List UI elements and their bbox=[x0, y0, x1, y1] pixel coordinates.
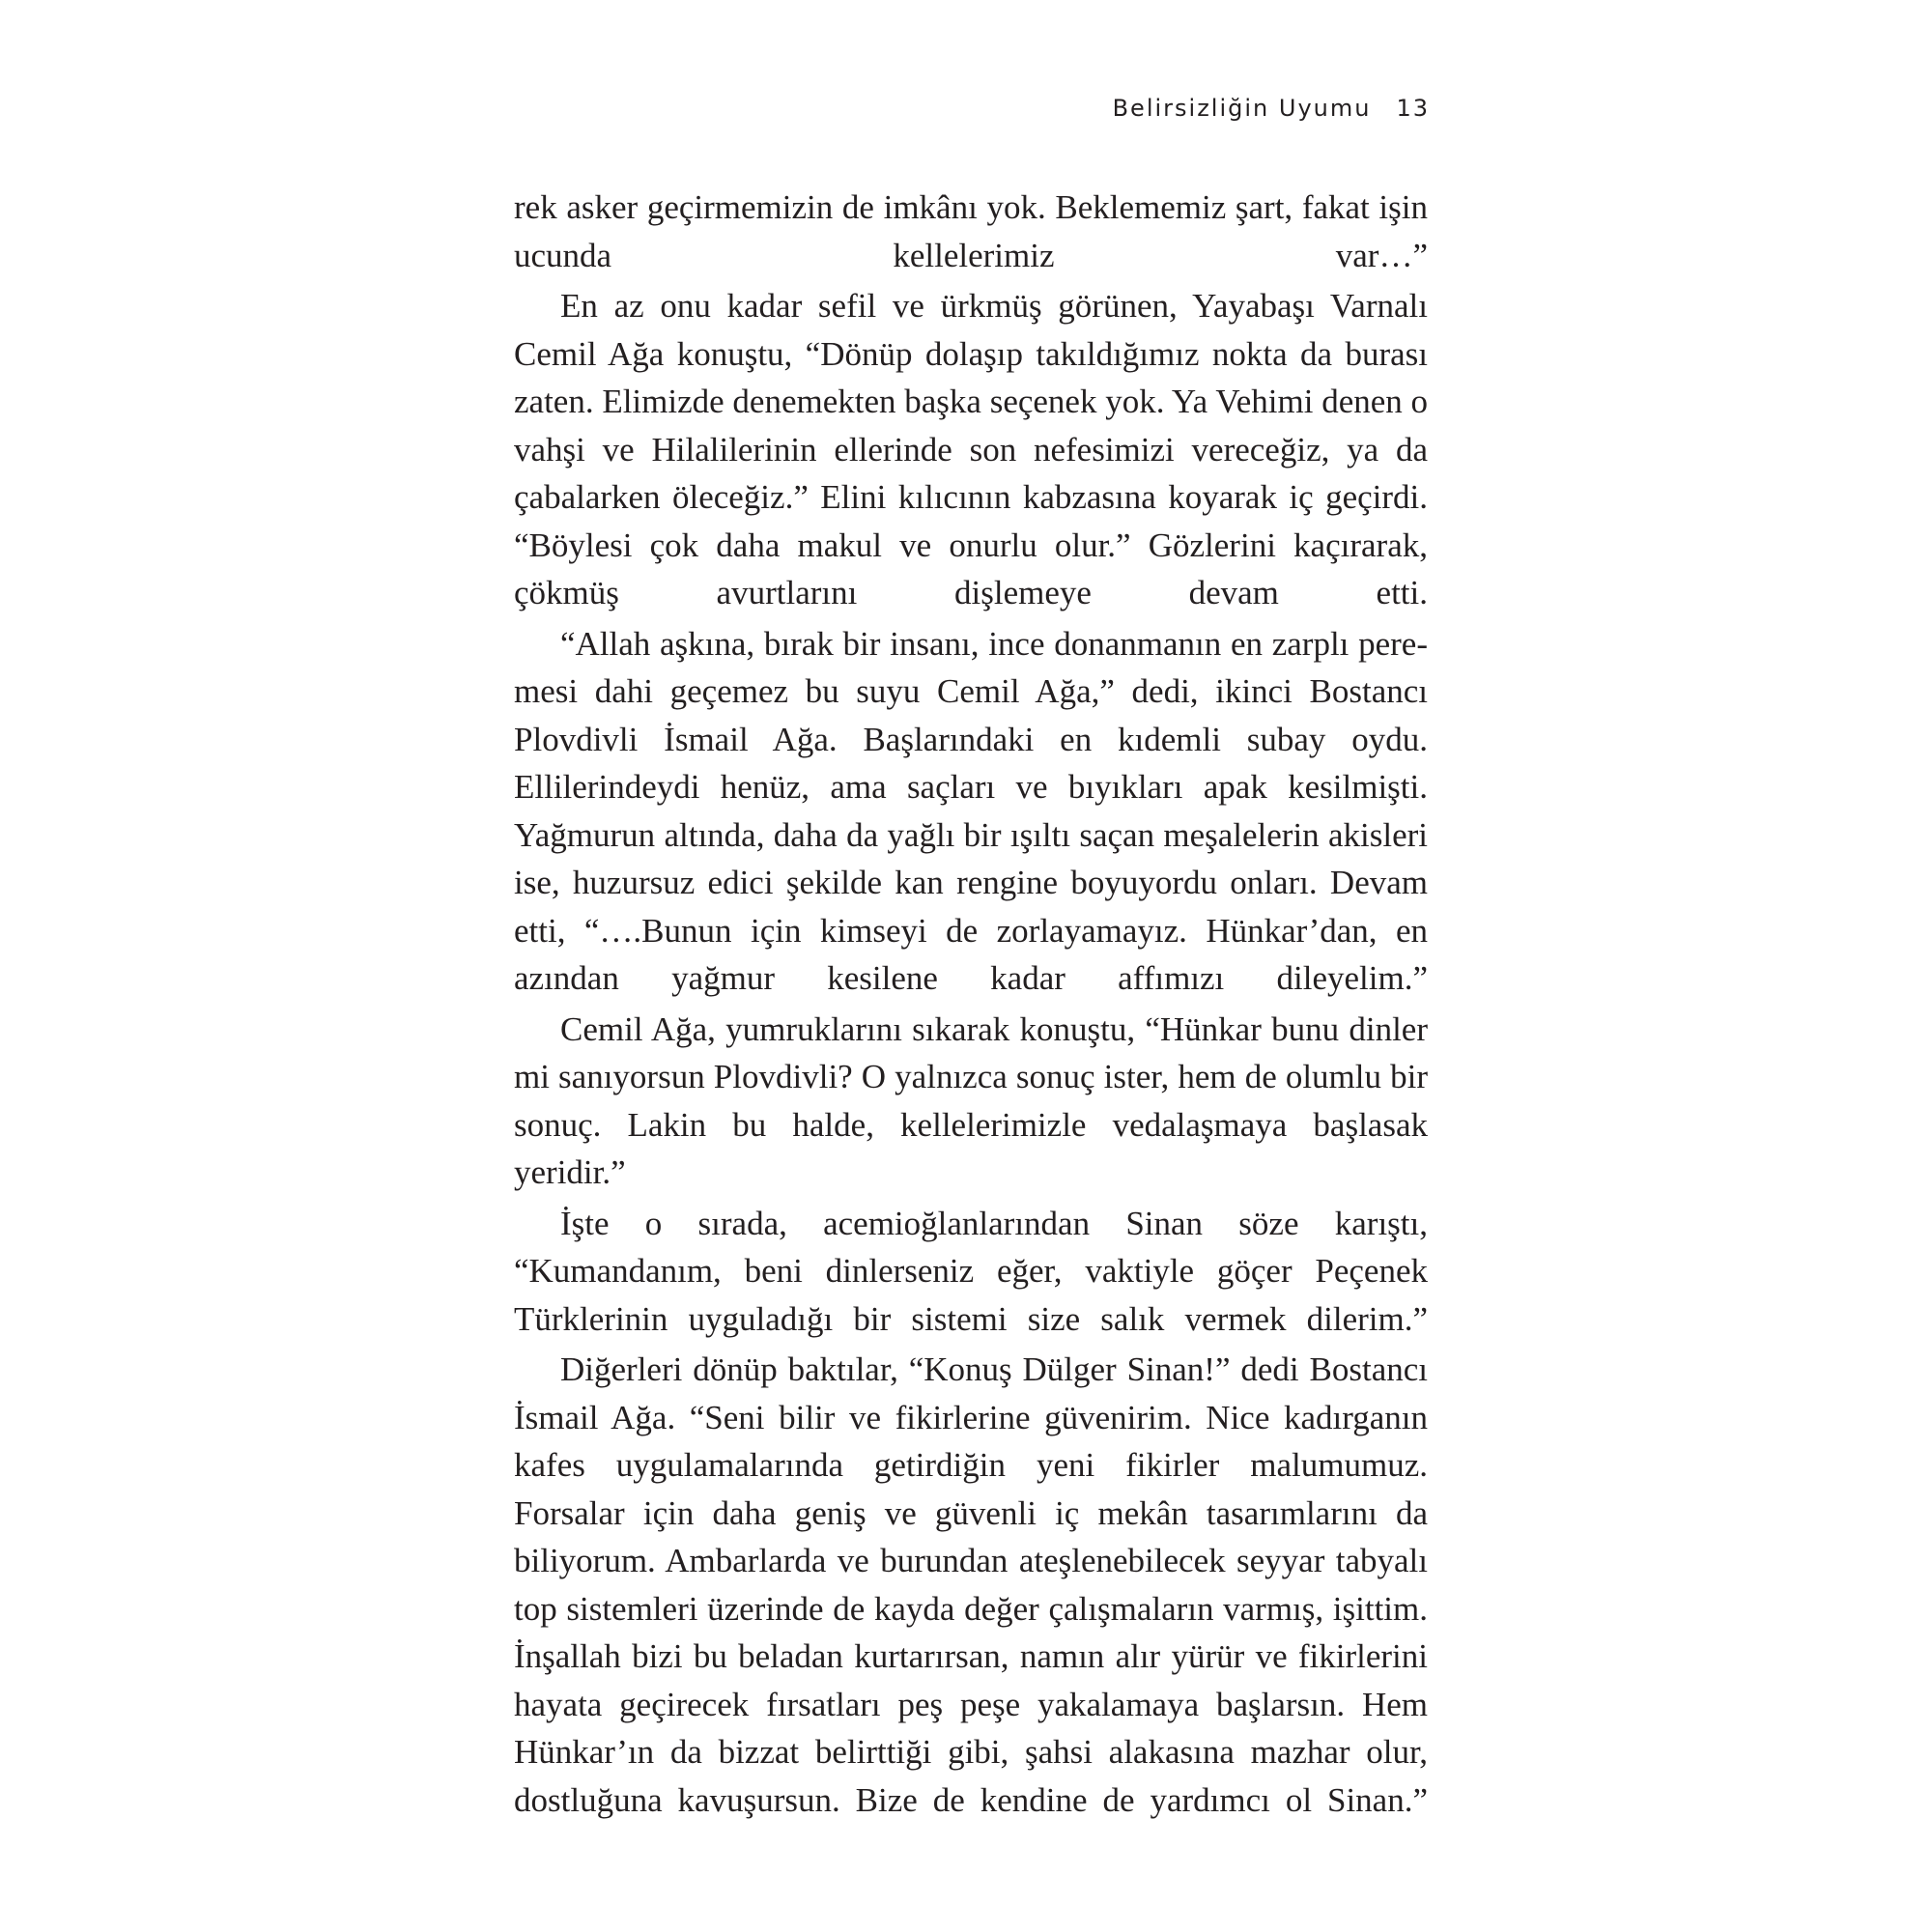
paragraph-3: “Allah aşkına, bırak bir insanı, ince donanmanın en zarplı peremesi dahi geçemez bu suyu Cemil Ağa,” dedi, ikinci Bostancı Plovdivli İsmail Ağa. Başlarındaki en kıdemli subay oydu. Ellilerindeydi henüz, ama saçları ve bıyıkları apak kesilmişti. Yağmurun altında, daha da yağlı bir ışıltı saçan meşalelerin akisleri ise, huzursuz edici şekilde kan rengine boyuyordu onları. Devam etti, “….Bunun için kimseyi de zorlayamayız. Hünkar’dan, en azından yağmur kesilene kadar affımızı dileyelim.” bbox=[514, 624, 1428, 997]
paragraph-1: rek asker geçirmemizin de imkânı yok. Beklememiz şart, fakat işin ucunda kellelerimiz var…” bbox=[514, 188, 1428, 274]
page-number: 13 bbox=[1396, 95, 1430, 122]
paragraph-5: İşte o sırada, acemioğlanlarından Sinan söze karıştı, “Kumandanım, beni dinlerseniz eğer, vaktiyle göçer Peçenek Türklerinin uyguladığı bir sistemi size salık vermek dilerim.” bbox=[514, 1204, 1428, 1338]
paragraph-6: Diğerleri dönüp baktılar, “Konuş Dülger Sinan!” dedi Bostancı İsmail Ağa. “Seni bilir ve fikirlerine güvenirim. Nice kadırganın kafes uygulamalarında getirdiğin yeni fikirler malumumuz. Forsalar için daha geniş ve güvenli iç mekân tasarımlarını da biliyorum. Ambarlarda ve burundan ateşlenebilecek seyyar tabyalı top sistemleri üzerinde de kayda değer çalışmaların varmış, işittim. İnşallah bizi bu beladan kurtarırsan, namın alır yürür ve fikirlerini hayata geçirecek fırsatları peş peşe yakalamaya başlarsın. Hem Hünkar’ın da bizzat belirttiği gibi, şahsi alakasına mazhar olur, dostluğuna kavuşursun. Bize de kendine de yardımcı ol Sinan.” bbox=[514, 1350, 1428, 1819]
running-head-title: Belirsizliğin Uyumu bbox=[1112, 95, 1372, 122]
running-head bbox=[1113, 95, 1430, 122]
paragraph-2: En az onu kadar sefil ve ürkmüş görünen, Yayabaşı Varnalı Cemil Ağa konuştu, “Dönüp dolaşıp takıldığımız nokta da burası zaten. Elimizde denemekten başka seçenek yok. Ya Vehimi denen o vahşi ve Hilalilerinin ellerinde son nefesimizi vereceğiz, ya da çabalarken öleceğiz.” Elini kılıcının kabzasına koyarak iç geçirdi. “Böylesi çok daha makul ve onurlu olur.” Gözlerini kaçırarak, çökmüş avurtlarını dişlemeye devam etti. bbox=[514, 287, 1429, 611]
paragraph-4: Cemil Ağa, yumruklarını sıkarak konuştu, “Hünkar bunu dinler mi sanıyorsun Plovdivli? O yalnızca sonuç ister, hem de olumlu bir sonuç. Lakin bu halde, kellelerimizle vedalaşmaya başlasak yeridir.” bbox=[514, 1009, 1428, 1191]
body-text bbox=[514, 184, 1428, 1827]
